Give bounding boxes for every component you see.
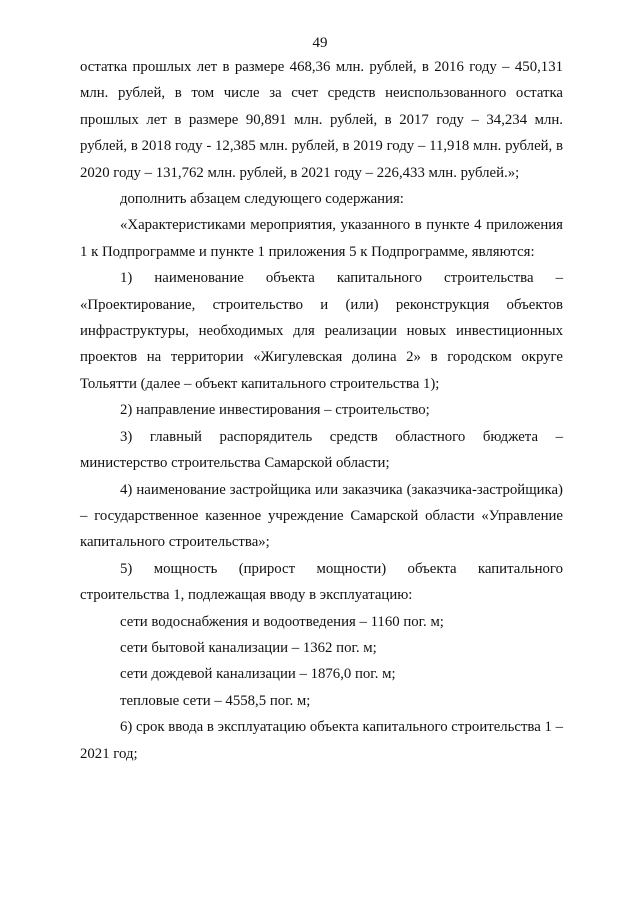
item-2-investment-direction: 2) направление инвестирования – строительство; (120, 402, 430, 419)
capacity-heating-networks: тепловые сети – 4558,5 пог. м; (120, 692, 311, 709)
page-number: 49 (312, 35, 328, 51)
document-body (80, 54, 563, 767)
item-5-capacity: 5) мощность (прирост мощности) объекта капитального строительства 1, подлежащая вводу в эксплуатацию: (80, 560, 563, 604)
paragraph-funding-continuation: остатка прошлых лет в размере 468,36 млн. рублей, в 2016 году – 450,131 млн. рублей, в том числе за счет средств неиспользованного остатка прошлых лет в размере 90,891 млн. рублей, в 2017 году – 34,234 млн. рублей, в 2018 году - 12,385 млн. рублей, в 2019 году – 11,918 млн. рублей, в 2020 году – 131,762 млн. рублей, в 2021 году – 226,433 млн. рублей.»; (80, 59, 563, 181)
item-3-budget-administrator: 3) главный распорядитель средств областного бюджета – министерство строительства Самарской области; (80, 428, 563, 472)
capacity-storm-sewage: сети дождевой канализации – 1876,0 пог. м; (120, 666, 396, 683)
item-6-commissioning-date: 6) срок ввода в эксплуатацию объекта капитального строительства 1 – 2021 год; (80, 719, 563, 762)
paragraph-characteristics-intro: «Характеристиками мероприятия, указанного в пункте 4 приложения 1 к Подпрограмме и пункте 1 приложения 5 к Подпрограмме, являются: (80, 217, 563, 260)
item-4-developer-customer: 4) наименование застройщика или заказчика (заказчика-застройщика) – государственное казенное учреждение Самарской области «Управление капитального строительства»; (80, 481, 563, 551)
paragraph-amendment-intro: дополнить абзацем следующего содержания: (120, 191, 404, 208)
capacity-domestic-sewage: сети бытовой канализации – 1362 пог. м; (120, 639, 377, 656)
item-1-object-name: 1) наименование объекта капитального строительства – «Проектирование, строительство и (или) реконструкция объектов инфраструктуры, необходимых для реализации новых инвестиционных проектов на территории «Жигулевская долина 2» в городском округе Тольятти (далее – объект капитального строительства 1); (80, 270, 563, 392)
capacity-water-supply: сети водоснабжения и водоотведения – 1160 пог. м; (120, 613, 444, 630)
